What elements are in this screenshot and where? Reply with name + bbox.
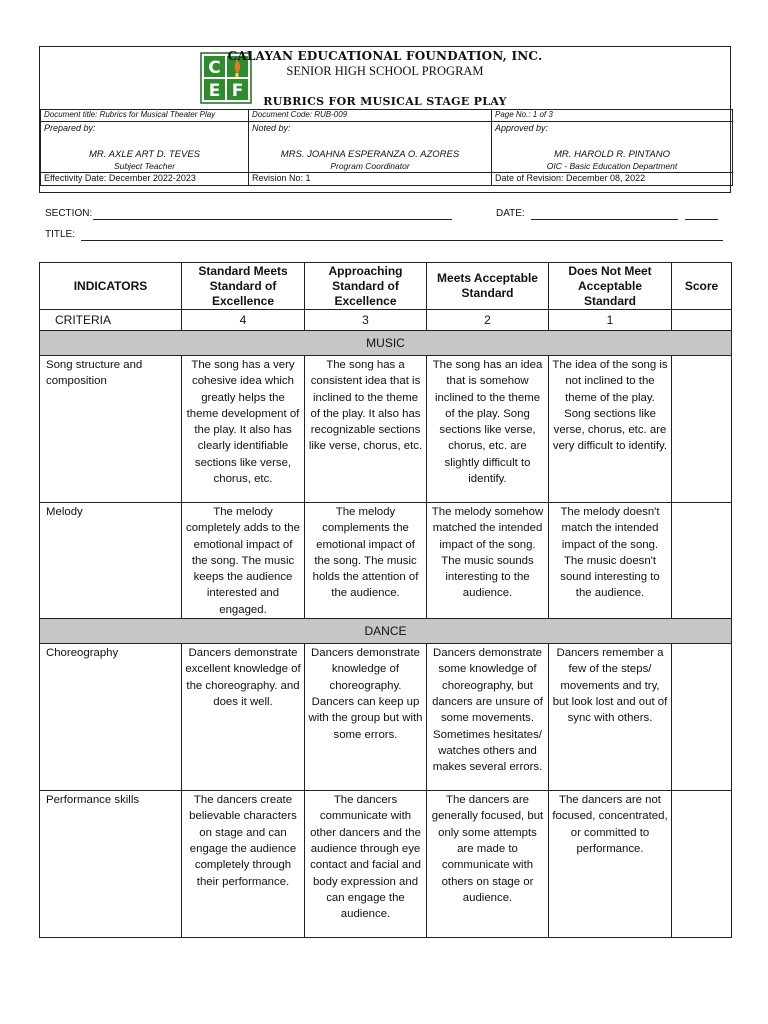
rubric-header-row — [40, 263, 732, 310]
section-field[interactable] — [93, 219, 452, 220]
descriptor-cell: The dancers communicate with other dancers and the audience through eye contact and facial and body expression and can engage the audience. — [305, 791, 427, 938]
descriptor-cell: The melody somehow matched the intended impact of the song. The music sounds interesting to the audience. — [427, 503, 549, 619]
rubric-row-performance — [40, 791, 732, 938]
document-header — [39, 46, 731, 193]
section-label: SECTION: — [45, 208, 93, 219]
descriptor-cell: Dancers demonstrate excellent knowledge of the choreography. and does it well. — [182, 644, 305, 791]
organization-name: CALAYAN EDUCATIONAL FOUNDATION, INC. — [227, 49, 543, 63]
descriptor-cell: The melody completely adds to the emotional impact of the song. The music keeps the audience interested and engaged. — [182, 503, 305, 619]
descriptor-cell: The dancers create believable characters on stage and can engage the audience completely through their performance. — [182, 791, 305, 938]
rubric-table — [39, 262, 732, 938]
date-field-extra[interactable] — [685, 219, 718, 220]
rubric-row-melody — [40, 503, 732, 619]
document-code-cell: Document Code: RUB-009 — [249, 110, 492, 122]
level-2-header: Meets Acceptable Standard — [427, 263, 549, 310]
effectivity-date-cell: Effectivity Date: December 2022-2023 — [41, 173, 249, 186]
level-1-header: Does Not Meet Acceptable Standard — [549, 263, 672, 310]
criteria-4: 4 — [182, 310, 305, 331]
rubric-row-song-structure — [40, 356, 732, 503]
descriptor-cell: Dancers remember a few of the steps/ movements and try, but look lost and out of sync with others. — [549, 644, 672, 791]
noted-by-role: Program Coordinator — [330, 161, 410, 171]
descriptor-cell: The song has a very cohesive idea which greatly helps the theme development of the play. It also has clearly identifiable sections like verse, chorus, etc. — [182, 356, 305, 503]
document-meta-table — [40, 109, 733, 186]
criteria-1: 1 — [549, 310, 672, 331]
descriptor-cell: Dancers demonstrate some knowledge of choreography, but dancers are unsure of some movements. Sometimes hesitates/ watches others and makes several errors. — [427, 644, 549, 791]
indicator-cell: Melody — [40, 503, 182, 619]
indicators-header: INDICATORS — [40, 263, 182, 310]
revision-number-cell: Revision No: 1 — [249, 173, 492, 186]
prepared-by-label: Prepared by: — [44, 123, 96, 133]
indicator-cell: Song structure and composition — [40, 356, 182, 503]
section-heading: DANCE — [40, 619, 732, 644]
approved-by-label: Approved by: — [495, 123, 549, 133]
approved-by-role: OIC - Basic Education Department — [546, 161, 678, 171]
indicator-cell: Choreography — [40, 644, 182, 791]
descriptor-cell: The dancers are generally focused, but only some attempts are made to communicate with others on stage or audience. — [427, 791, 549, 938]
date-field[interactable] — [531, 219, 678, 220]
score-cell[interactable] — [672, 356, 732, 503]
section-row-dance — [40, 619, 732, 644]
criteria-2: 2 — [427, 310, 549, 331]
noted-by-cell — [249, 122, 492, 173]
score-cell[interactable] — [672, 644, 732, 791]
date-label: DATE: — [496, 208, 525, 219]
approved-by-cell — [492, 122, 733, 173]
approved-by-name: MR. HAROLD R. PINTANO — [554, 149, 670, 160]
level-4-header: Standard Meets Standard of Excellence — [182, 263, 305, 310]
section-heading: MUSIC — [40, 331, 732, 356]
noted-by-name: MRS. JOAHNA ESPERANZA O. AZORES — [280, 149, 460, 160]
score-cell[interactable] — [672, 503, 732, 619]
title-label: TITLE: — [45, 229, 76, 240]
descriptor-cell: The melody complements the emotional impact of the song. The music holds the attention of the audience. — [305, 503, 427, 619]
prepared-by-role: Subject Teacher — [113, 161, 176, 171]
svg-text:F: F — [231, 81, 244, 101]
criteria-3: 3 — [305, 310, 427, 331]
page-number-cell: Page No.: 1 of 3 — [492, 110, 733, 122]
criteria-label: CRITERIA — [40, 310, 182, 331]
rubric-row-choreography — [40, 644, 732, 791]
descriptor-cell: The melody doesn't match the intended impact of the song. The music doesn't sound interesting to the audience. — [549, 503, 672, 619]
descriptor-cell: The song has an idea that is somehow inclined to the theme of the play. Song sections like verse, chorus, etc. are slightly difficult to identify. — [427, 356, 549, 503]
document-heading: RUBRICS FOR MUSICAL STAGE PLAY — [263, 95, 507, 108]
indicator-cell: Performance skills — [40, 791, 182, 938]
title-field[interactable] — [81, 240, 723, 241]
document-title-cell: Document title: Rubrics for Musical Theater Play — [41, 110, 249, 122]
prepared-by-cell — [41, 122, 249, 173]
header-title-area — [40, 47, 730, 110]
prepared-by-name: MR. AXLE ART D. TEVES — [88, 149, 201, 160]
svg-text:E: E — [208, 81, 221, 101]
date-of-revision-cell: Date of Revision: December 08, 2022 — [492, 173, 733, 186]
descriptor-cell: The idea of the song is not inclined to the theme of the play. Song sections like verse, chorus, etc. are very difficult to identify. — [549, 356, 672, 503]
score-cell[interactable] — [672, 791, 732, 938]
descriptor-cell: The dancers are not focused, concentrated, or committed to performance. — [549, 791, 672, 938]
svg-text:C: C — [208, 58, 221, 78]
level-3-header: Approaching Standard of Excellence — [305, 263, 427, 310]
criteria-row — [40, 310, 732, 331]
score-header: Score — [672, 263, 732, 310]
noted-by-label: Noted by: — [252, 123, 291, 133]
descriptor-cell: The song has a consistent idea that is inclined to the theme of the play. It also has recognizable sections like verse, chorus, etc. — [305, 356, 427, 503]
program-name: SENIOR HIGH SCHOOL PROGRAM — [286, 64, 484, 78]
criteria-score — [672, 310, 732, 331]
descriptor-cell: Dancers demonstrate knowledge of choreography. Dancers can keep up with the group but with some errors. — [305, 644, 427, 791]
section-row-music — [40, 331, 732, 356]
